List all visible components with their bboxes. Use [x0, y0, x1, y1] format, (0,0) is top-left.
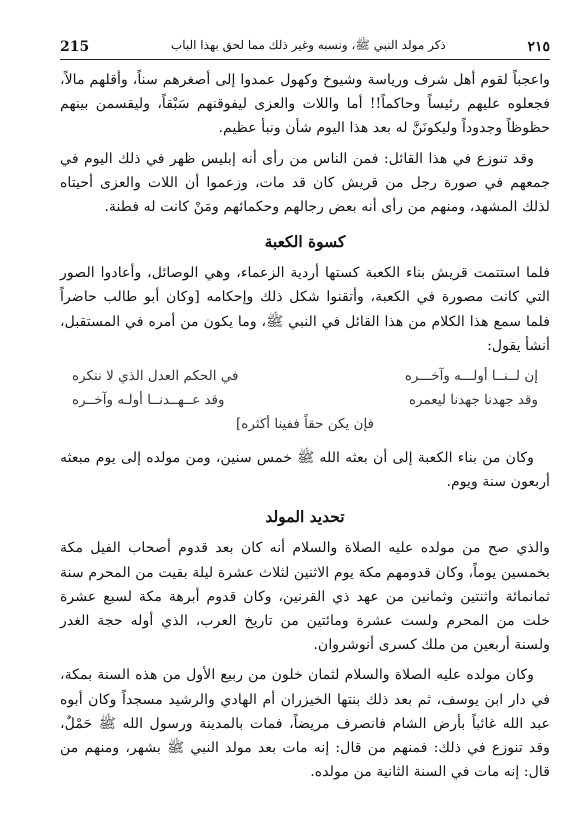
poem-hemistich: في الحكم العدل الذي لا ننكره [72, 368, 239, 385]
poem-verse-1 [60, 364, 550, 388]
section-heading-birth-date: تحديد المولد [265, 507, 345, 527]
running-title: ذكر مولد النبي ﷺ، ونسبه وغير ذلك مما لحق بهذا الباب [170, 38, 446, 52]
poem-hemistich: وقد عــهــدنــا أولـه وآخــره [72, 392, 225, 409]
birth-paragraph-1: والذي صح من مولده عليه الصلاة والسلام أنه كان بعد قدوم أصحاب الفيل مكة بخمسين يوماً، وكان قدومهم مكة يوم الاثنين لثلاث عشرة ليلة بقيت من المحرم سنة ثمانمائة واثنتين وثمانين من عهد ذي القرنين، وكان قدوم أبرهة مكة لسبع عشرة خلت من المحرم ولست عشرة ومائتين من تاريخ العرب، الذي أوله حجة الغدر ولسنة أربعين من ملك كسرى أنوشروان. [60, 540, 550, 654]
birth-paragraph-2: وكان مولده عليه الصلاة والسلام لثمان خلون من ربيع الأول من هذه السنة بمكة، في دار ابن يوسف، ثم بعد ذلك بنتها الخيزران أم الهادي والرشيد مسجداً وكان أبوه عبد الله غائباً بأرض الشام فانصرف مريضاً، فمات بالمدينة ورسول الله ﷺ حَمْلٌ، وقد تنوزع في ذلك: فمنهم من قال: إنه مات بعد مولد النبي ﷺ بشهر، ومنهم من قال: إنه مات في السنة الثانية من مولده. [60, 667, 550, 781]
page-number-western: 215 [60, 39, 90, 55]
intro-paragraph-1: واعجباً لقوم أهل شرف ورياسة وشيوخ وكهول عمدوا إلى أصغرهم سناً، وأقلهم مالاً، فجعلوه عليهم رئيساً وحاكماً!! أما واللات والعزى ليفوقنهم سَبْقاً، وليقسمن بينهم حظوظاً وجدوداً وليكونَنَّ له بعد هذا اليوم شأن ونبأ عظيم. [60, 72, 550, 137]
book-page [60, 0, 550, 836]
poem-verse-2 [60, 388, 550, 412]
page-body [60, 68, 550, 790]
page-header [60, 36, 550, 60]
poem-hemistich: وقد جهدنا جهدنا ليعمره [408, 392, 538, 409]
poem-block [60, 364, 550, 436]
poem-hemistich: فإن يكن حقاً ففينا أكثره] [236, 416, 375, 433]
poem-verse-3 [60, 412, 550, 436]
page-number-arabic: ٢١٥ [527, 39, 550, 55]
intro-paragraph-2: وقد تنوزع في هذا القائل: فمن الناس من رأى أنه إبليس ظهر في ذلك اليوم في جمعهم في صورة رجل من قريش كان قد مات، وزعموا أن اللات والعزى أحيتاه لذلك المشهد، ومنهم من رأى أنه بعض رجالهم وحكمائهم ومَنْ كانت له فطنة. [60, 150, 550, 216]
kaaba-paragraph: فلما استتمت قريش بناء الكعبة كستها أردية الزعماء، وهي الوصائل، وأعادوا الصور التي كانت مصورة في الكعبة، وأتقنوا شكل ذلك وإحكامه [وكان أبو طالب حاضراً فلما سمع هذا الكلام من هذا القائل في النبي ﷺ، وما يكون من أمره في المستقبل، أنشأ يقول: [60, 265, 551, 354]
kaaba-paragraph-after: وكان من بناء الكعبة إلى أن بعثه الله ﷺ خمس سنين، ومن مولده إلى يوم مبعثه أربعون سنة ويوم. [60, 450, 550, 491]
poem-hemistich: إن لــنــا أولـــه وآخـــره [404, 368, 538, 385]
section-heading-kaaba-covering: كسوة الكعبة [264, 232, 346, 252]
